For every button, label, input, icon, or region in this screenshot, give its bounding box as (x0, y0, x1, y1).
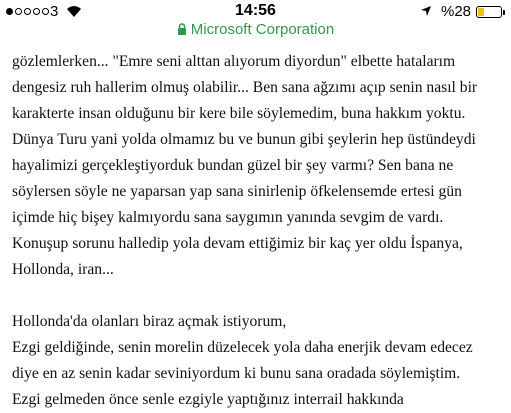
article-text-line: Konuşup sorunu halledip yola devam ettiğimiz bir kaç yer oldu İspanya, (12, 235, 463, 252)
battery-level-fill (478, 8, 484, 16)
article-text-line: Hollonda'da olanları biraz açmak istiyorum, (12, 313, 287, 330)
address-bar[interactable] (0, 21, 511, 43)
site-identity-label: Microsoft Corporation (190, 21, 335, 38)
article-text-line: söylersen söyle ne yaparsan yap sana sinirlenip öfkelensemde ertesi gün (12, 183, 462, 200)
battery-icon (476, 6, 502, 18)
location-arrow-icon (420, 5, 432, 17)
article-text-line: karakterte insan olduğunu bir kere bile söylemedim, buna hakkım yoktu. (12, 105, 466, 122)
battery-terminal (503, 10, 505, 15)
article-text-line: hayalimizi gerçekleştiyorduk bundan güzel bir şey varmı? Sen bana ne (12, 157, 454, 174)
article-text-line: içimde hiç bişey kalmıyordu sana saygımın yanında sevgim de vardı. (12, 209, 444, 226)
battery-percentage: %28 (441, 3, 472, 20)
article-text-line: Hollonda, iran... (12, 261, 114, 278)
paragraph-break (12, 283, 507, 309)
article-text-line: Ezgi gelmeden önce senle ezgiyle yaptığınız interrail hakkında (12, 391, 404, 408)
article-text-line: dengesiz ruh hallerim olmuş olabilir... Ben sana ağzımı açıp senin nasıl bir (12, 79, 478, 96)
article-text-line: diye en az senin kadar seviniyordum ki bunu sana oradada söylemiştim. (12, 365, 461, 382)
lock-icon (177, 23, 187, 35)
article-body (12, 49, 507, 413)
carrier-name: 3 (50, 3, 59, 20)
article-text-line: gözlemlerken... "Emre seni alttan alıyorum diyordun" elbette hatalarım (12, 53, 456, 70)
article-text-line: Ezgi geldiğinde, senin morelin düzelecek yola daha enerjik devam edecez (12, 339, 473, 356)
article-text-line: Dünya Turu yani yolda olmamız bu ve bunun gibi şeylerin hep üstündeydi (12, 131, 476, 148)
status-time: 14:56 (235, 2, 276, 19)
